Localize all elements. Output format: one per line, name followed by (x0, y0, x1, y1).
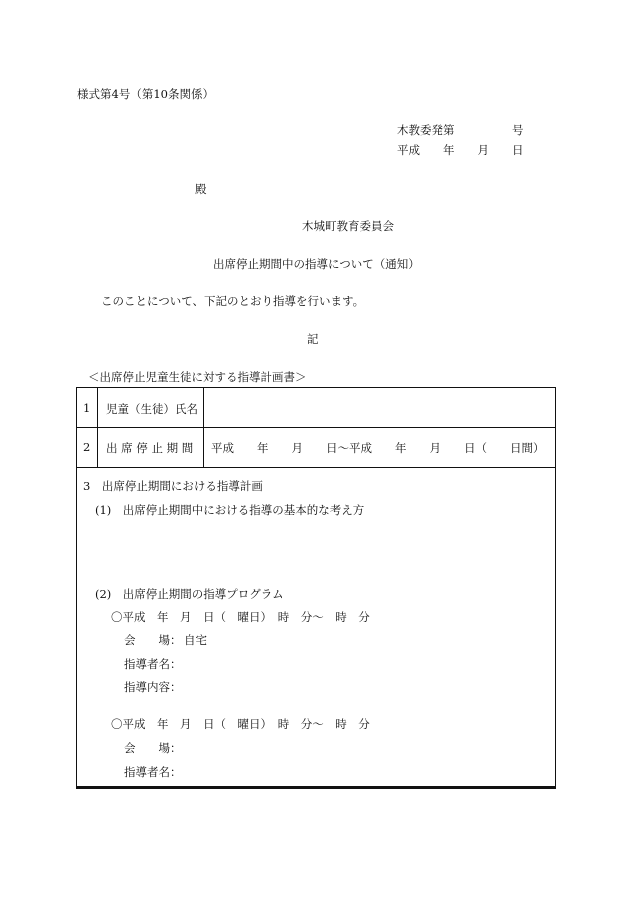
suspension-period-label: 出 席 停 止 期 間 (106, 441, 194, 455)
row2-number: 2 (83, 440, 91, 454)
sender-name: 木城町教育委員会 (302, 219, 394, 233)
plan-heading: ＜出席停止児童生徒に対する指導計画書＞ (88, 370, 307, 384)
document-number: 木教委発第 号 (397, 123, 524, 137)
addressee-suffix: 殿 (195, 182, 207, 196)
program1-content-label: 指導内容： (124, 680, 182, 694)
document-title: 出席停止期間中の指導について（通知） (213, 257, 420, 271)
subsection1-title: (1) 出席停止期間中における指導の基本的な考え方 (95, 503, 365, 517)
program2-venue-label: 会 場： (124, 741, 182, 755)
program2-instructor-label: 指導者名： (124, 765, 182, 779)
program1-instructor-label: 指導者名： (124, 657, 182, 671)
ki-heading: 記 (307, 332, 319, 346)
document-date: 平成 年 月 日 (397, 143, 524, 157)
student-name-label: 児童（生徒）氏名 (106, 402, 198, 416)
form-label: 様式第4号（第10条関係） (77, 87, 214, 101)
program1-venue-label: 会 場： (124, 633, 182, 647)
program1-datetime: 〇平成 年 月 日（ 曜日） 時 分～ 時 分 (111, 610, 370, 624)
program1-venue-value: 自宅 (184, 633, 207, 647)
section3-title: 3 出席停止期間における指導計画 (83, 479, 263, 493)
suspension-period-value: 平成 年 月 日～平成 年 月 日（ 日間） (211, 441, 545, 455)
body-text: このことについて、下記のとおり指導を行います。 (101, 294, 365, 308)
program2-datetime: 〇平成 年 月 日（ 曜日） 時 分～ 時 分 (111, 717, 370, 731)
subsection2-title: (2) 出席停止期間の指導プログラム (95, 587, 284, 601)
row1-number: 1 (83, 401, 91, 415)
